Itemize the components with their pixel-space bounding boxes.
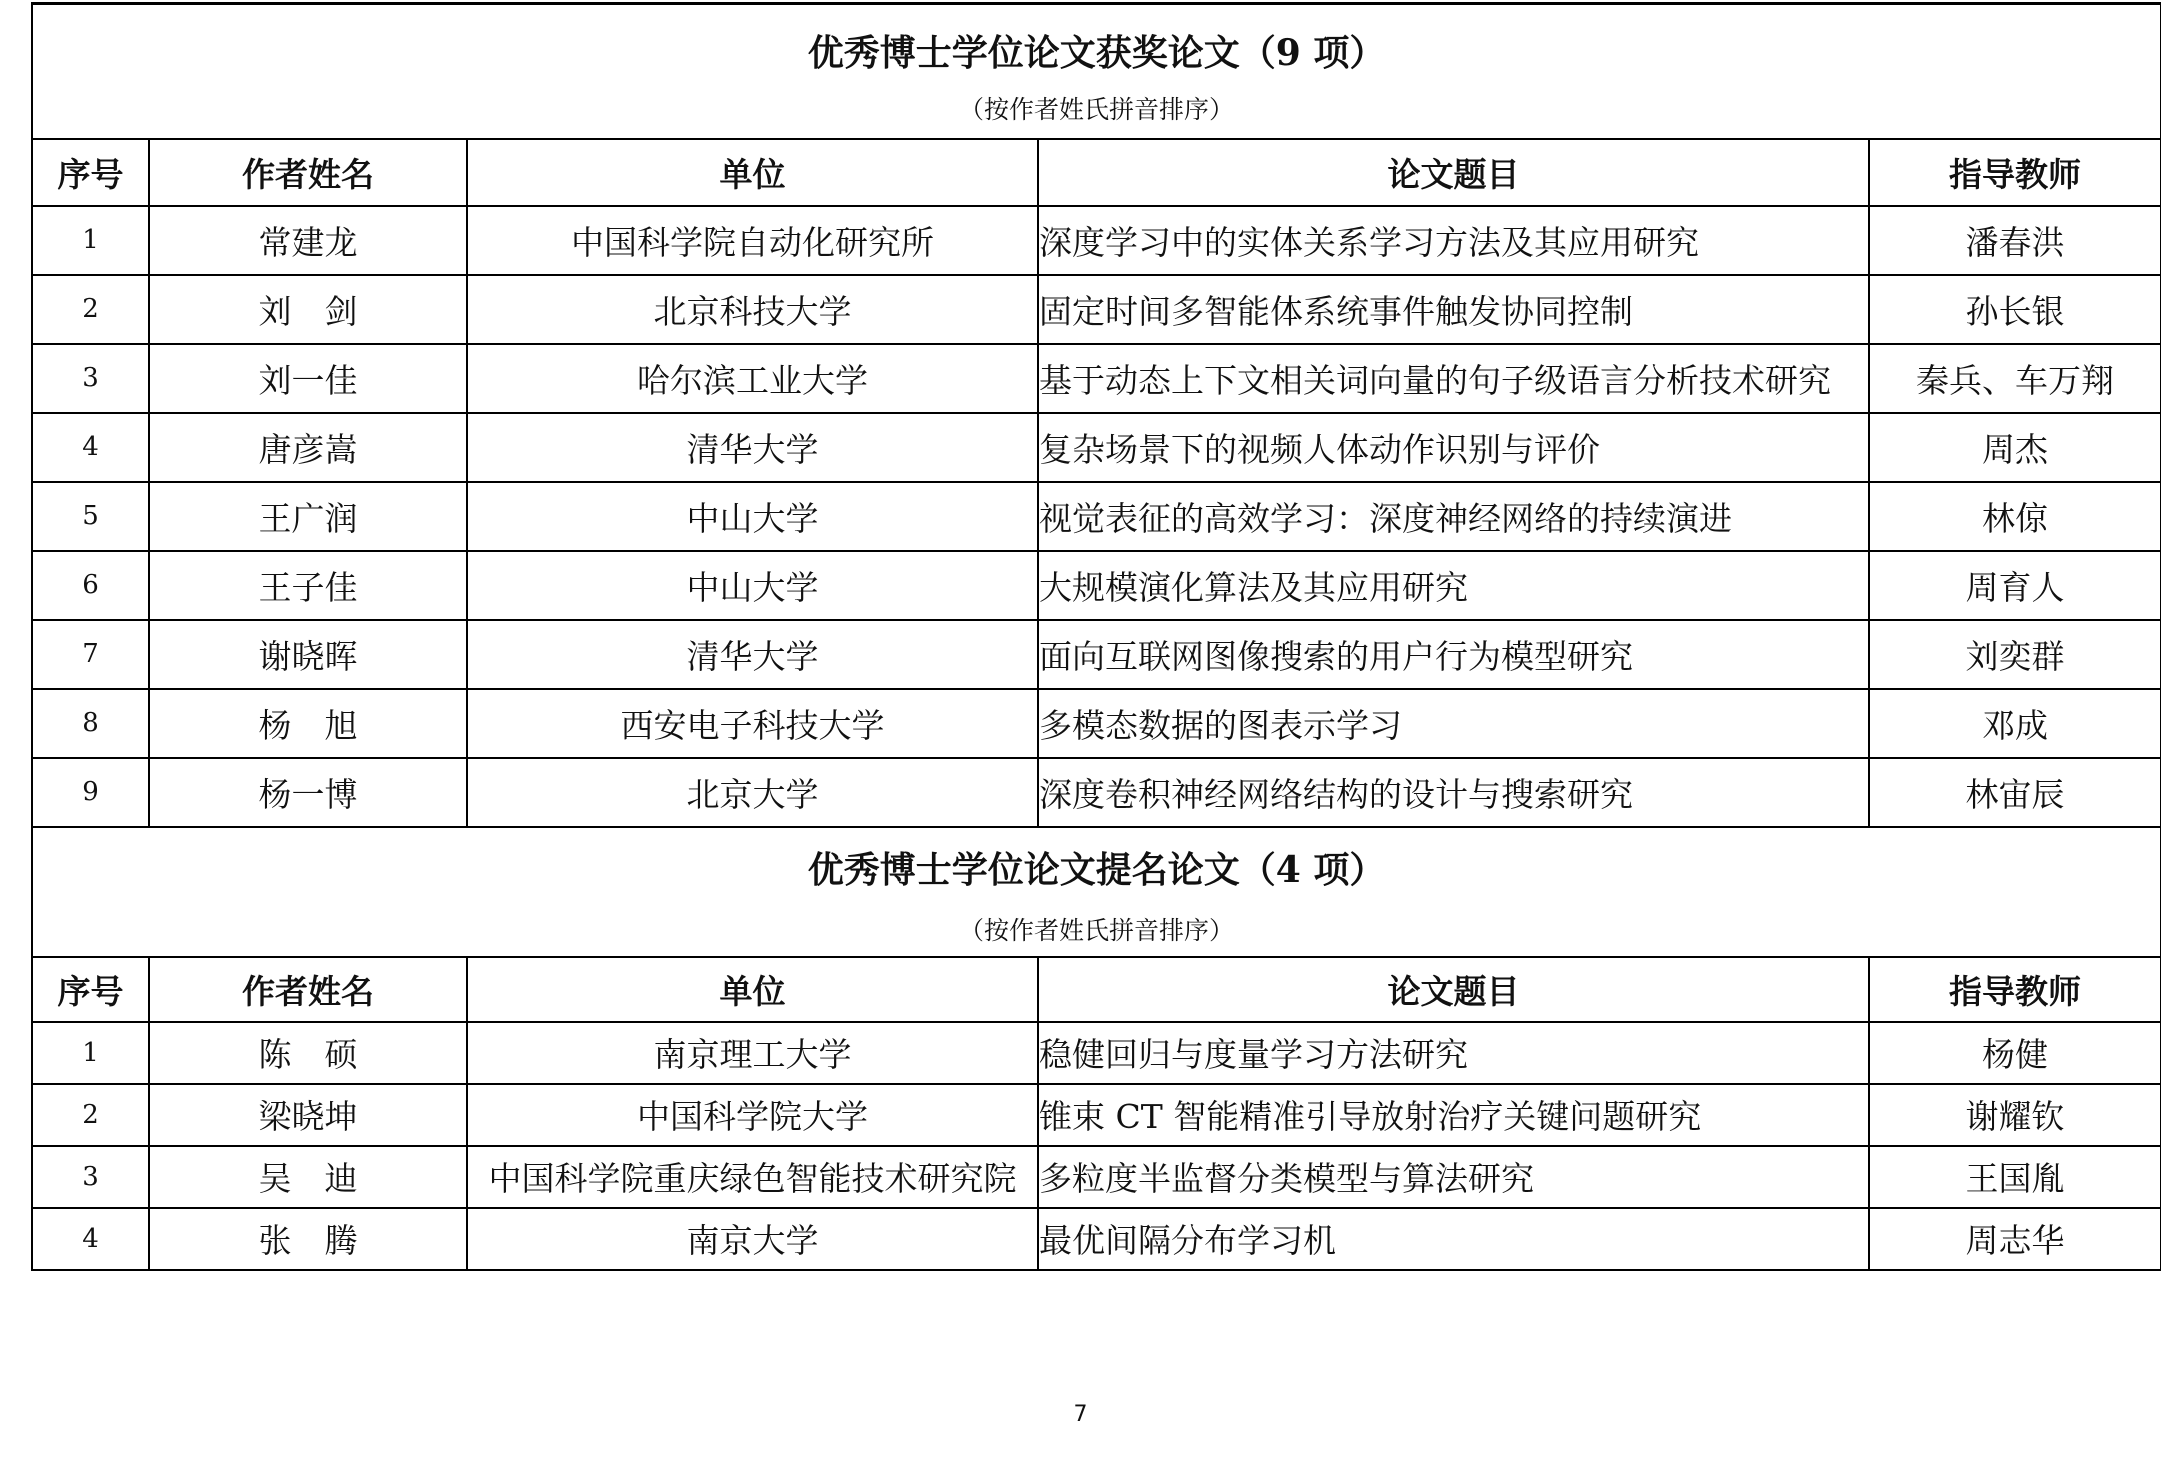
table-row — [32, 1022, 2161, 1084]
section-2-title-cell — [32, 827, 2161, 957]
author-cell: 刘 剑 — [149, 275, 467, 344]
author-cell: 梁晓坤 — [149, 1084, 467, 1146]
unit-cell: 南京理工大学 — [467, 1022, 1038, 1084]
title-cell: 复杂场景下的视频人体动作识别与评价 — [1038, 413, 1869, 482]
advisor-cell: 林宙辰 — [1869, 758, 2161, 827]
column-header-unit: 单位 — [467, 139, 1038, 206]
section-1-title-cell — [32, 4, 2161, 139]
column-header-author: 作者姓名 — [149, 957, 467, 1022]
column-header-unit: 单位 — [467, 957, 1038, 1022]
author-cell: 唐彦嵩 — [149, 413, 467, 482]
advisor-cell: 秦兵、车万翔 — [1869, 344, 2161, 413]
advisor-cell: 周杰 — [1869, 413, 2161, 482]
seq-cell: 8 — [32, 689, 149, 758]
advisor-cell: 孙长银 — [1869, 275, 2161, 344]
seq-cell: 4 — [32, 1208, 149, 1270]
advisor-cell: 谢耀钦 — [1869, 1084, 2161, 1146]
advisor-cell: 邓成 — [1869, 689, 2161, 758]
seq-cell: 2 — [32, 1084, 149, 1146]
title-cell: 稳健回归与度量学习方法研究 — [1038, 1022, 1869, 1084]
section-2-column-headers — [32, 957, 2161, 1022]
advisor-cell: 周育人 — [1869, 551, 2161, 620]
unit-cell: 清华大学 — [467, 620, 1038, 689]
column-header-seq: 序号 — [32, 139, 149, 206]
section-2-title: 优秀博士学位论文提名论文（4 项） — [807, 848, 1386, 891]
unit-cell: 中山大学 — [467, 482, 1038, 551]
title-cell: 多模态数据的图表示学习 — [1038, 689, 1869, 758]
seq-cell: 4 — [32, 413, 149, 482]
seq-cell: 9 — [32, 758, 149, 827]
title-cell: 最优间隔分布学习机 — [1038, 1208, 1869, 1270]
title-cell: 深度卷积神经网络结构的设计与搜索研究 — [1038, 758, 1869, 827]
unit-cell: 中国科学院大学 — [467, 1084, 1038, 1146]
title-cell: 大规模演化算法及其应用研究 — [1038, 551, 1869, 620]
unit-cell: 哈尔滨工业大学 — [467, 344, 1038, 413]
seq-cell: 1 — [32, 206, 149, 275]
seq-cell: 3 — [32, 1146, 149, 1208]
advisor-cell: 周志华 — [1869, 1208, 2161, 1270]
unit-cell: 中国科学院自动化研究所 — [467, 206, 1038, 275]
author-cell: 王子佳 — [149, 551, 467, 620]
table-row — [32, 206, 2161, 275]
advisor-cell: 潘春洪 — [1869, 206, 2161, 275]
page-number: 7 — [1073, 1402, 1088, 1427]
title-cell: 固定时间多智能体系统事件触发协同控制 — [1038, 275, 1869, 344]
seq-cell: 3 — [32, 344, 149, 413]
advisor-cell: 王国胤 — [1869, 1146, 2161, 1208]
author-cell: 杨一博 — [149, 758, 467, 827]
advisor-cell: 杨健 — [1869, 1022, 2161, 1084]
author-cell: 刘一佳 — [149, 344, 467, 413]
unit-cell: 中山大学 — [467, 551, 1038, 620]
seq-cell: 5 — [32, 482, 149, 551]
column-header-advisor: 指导教师 — [1869, 957, 2161, 1022]
table-row — [32, 413, 2161, 482]
section-2-header — [32, 827, 2161, 957]
table-row — [32, 344, 2161, 413]
author-cell: 谢晓晖 — [149, 620, 467, 689]
table-row — [32, 689, 2161, 758]
table-row — [32, 551, 2161, 620]
table-row — [32, 1146, 2161, 1208]
title-cell: 锥束 CT 智能精准引导放射治疗关键问题研究 — [1038, 1084, 1869, 1146]
unit-cell: 南京大学 — [467, 1208, 1038, 1270]
section-1-header — [32, 4, 2161, 139]
column-header-seq: 序号 — [32, 957, 149, 1022]
author-cell: 杨 旭 — [149, 689, 467, 758]
table-row — [32, 1208, 2161, 1270]
seq-cell: 7 — [32, 620, 149, 689]
table-row — [32, 482, 2161, 551]
author-cell: 王广润 — [149, 482, 467, 551]
unit-cell: 北京大学 — [467, 758, 1038, 827]
unit-cell: 中国科学院重庆绿色智能技术研究院 — [467, 1146, 1038, 1208]
table-row — [32, 620, 2161, 689]
title-cell: 视觉表征的高效学习：深度神经网络的持续演进 — [1038, 482, 1869, 551]
section-2-subtitle: （按作者姓氏拼音排序） — [959, 915, 1235, 945]
title-cell: 面向互联网图像搜索的用户行为模型研究 — [1038, 620, 1869, 689]
table-row — [32, 758, 2161, 827]
column-header-title: 论文题目 — [1038, 139, 1869, 206]
section-1-subtitle: （按作者姓氏拼音排序） — [959, 95, 1235, 124]
author-cell: 吴 迪 — [149, 1146, 467, 1208]
title-cell: 多粒度半监督分类模型与算法研究 — [1038, 1146, 1869, 1208]
table-row — [32, 275, 2161, 344]
author-cell: 张 腾 — [149, 1208, 467, 1270]
column-header-advisor: 指导教师 — [1869, 139, 2161, 206]
title-cell: 深度学习中的实体关系学习方法及其应用研究 — [1038, 206, 1869, 275]
seq-cell: 2 — [32, 275, 149, 344]
author-cell: 陈 硕 — [149, 1022, 467, 1084]
section-1-column-headers — [32, 139, 2161, 206]
advisor-cell: 林倞 — [1869, 482, 2161, 551]
unit-cell: 清华大学 — [467, 413, 1038, 482]
seq-cell: 1 — [32, 1022, 149, 1084]
unit-cell: 西安电子科技大学 — [467, 689, 1038, 758]
title-cell: 基于动态上下文相关词向量的句子级语言分析技术研究 — [1038, 344, 1869, 413]
table-row — [32, 1084, 2161, 1146]
column-header-title: 论文题目 — [1038, 957, 1869, 1022]
section-1-title: 优秀博士学位论文获奖论文（9 项） — [807, 32, 1386, 74]
unit-cell: 北京科技大学 — [467, 275, 1038, 344]
advisor-cell: 刘奕群 — [1869, 620, 2161, 689]
seq-cell: 6 — [32, 551, 149, 620]
awards-table — [31, 2, 2161, 1271]
column-header-author: 作者姓名 — [149, 139, 467, 206]
author-cell: 常建龙 — [149, 206, 467, 275]
